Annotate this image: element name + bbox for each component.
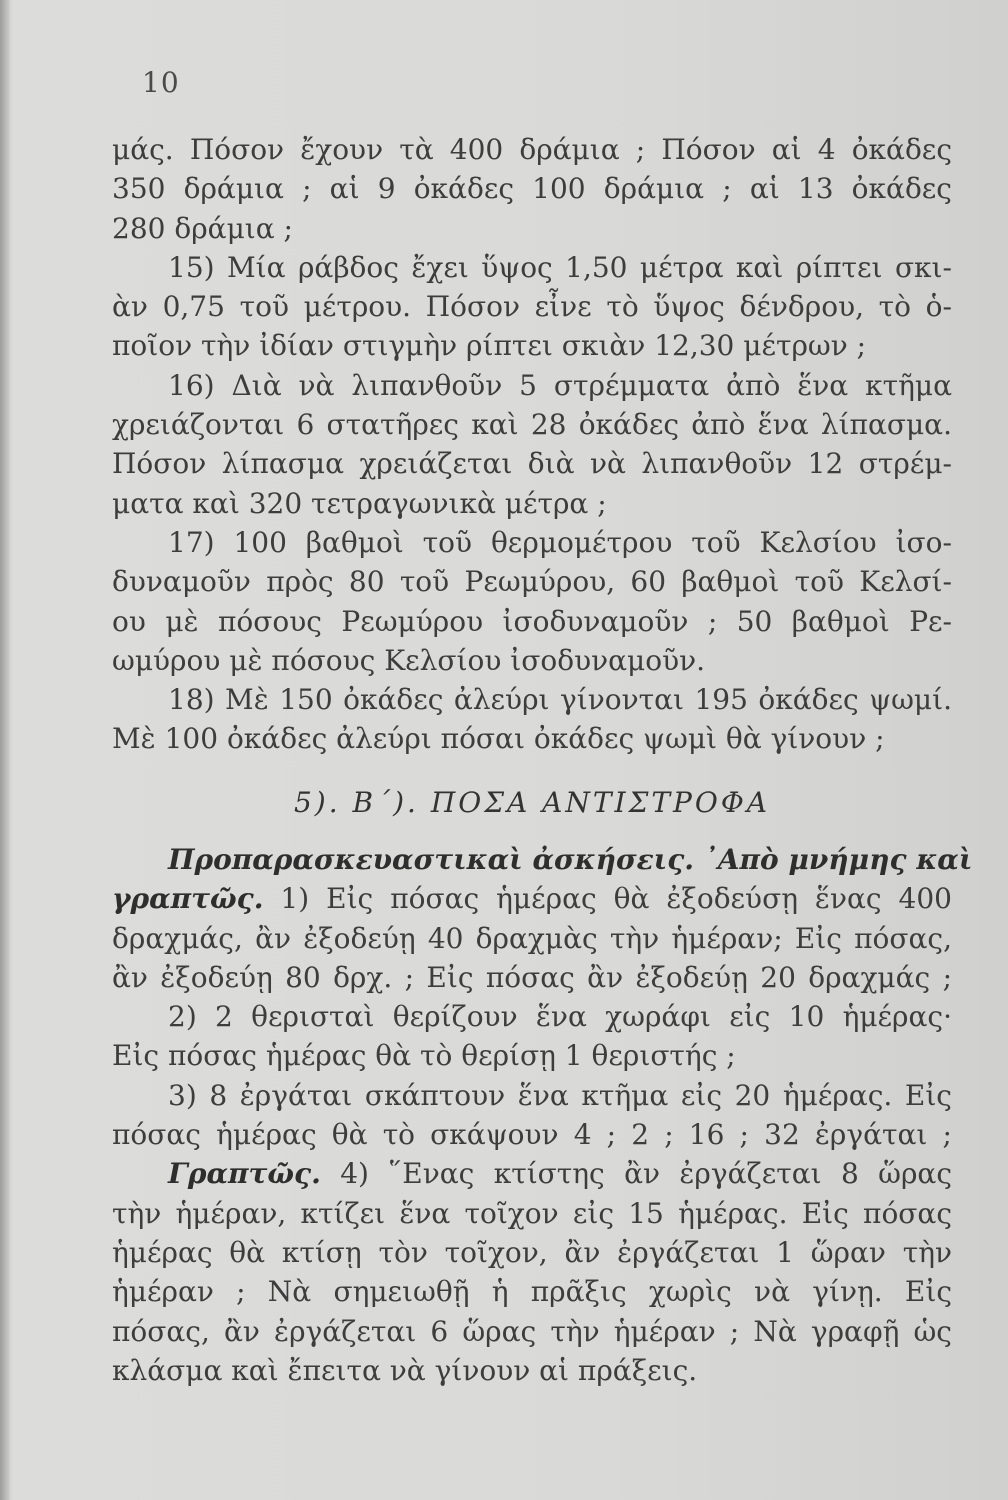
subheading-written-2: Γραπτῶς.: [168, 1157, 321, 1191]
paragraph-line: ἂν ἐξοδεύῃ 80 δρχ. ; Εἰς πόσας ἂν ἐξοδεύῃ 20 δραχμάς ;: [112, 960, 952, 994]
paragraph-line: ἡμέρας θὰ κτίσῃ τὸν τοῖχον, ἂν ἐργάζεται 1 ὥραν τὴν: [112, 1235, 952, 1269]
paragraph-text: 4) ῞Ενας κτίστης ἂν ἐργάζεται 8 ὥρας: [320, 1157, 952, 1191]
paragraph-line: κλάσμα καὶ ἔπειτα νὰ γίνουν αἱ πράξεις.: [112, 1353, 698, 1387]
paragraph-line: [112, 879, 952, 918]
paragraph-line: 3) 8 ἐργάται σκάπτουν ἕνα κτῆμα εἰς 20 ἡμέρας. Εἰς: [168, 1078, 952, 1112]
paragraph-line: Πόσον λίπασμα χρειάζεται διὰ νὰ λιπανθοῦν 12 στρέμ-: [112, 447, 952, 481]
paragraph-line: ματα καὶ 320 τετραγωνικὰ μέτρα ;: [112, 486, 607, 520]
paragraph-line: ὰν 0,75 τοῦ μέτρου. Πόσον εἶνε τὸ ὕψος δένδρου, τὸ ὁ-: [112, 290, 952, 324]
paragraph-line: ποῖον τὴν ἰδίαν στιγμὴν ρίπτει σκιὰν 12,30 μέτρων ;: [112, 329, 867, 363]
paragraph-line: δυναμοῦν πρὸς 80 τοῦ Ρεωμύρου, 60 βαθμοὶ τοῦ Κελσί-: [112, 565, 952, 599]
exercise-text-block: [112, 130, 952, 759]
paragraph-line: 280 δράμια ;: [112, 211, 293, 245]
paragraph-line: [112, 1154, 952, 1193]
paragraph-line: Μὲ 100 ὀκάδες ἀλεύρι πόσαι ὀκάδες ψωμὶ θὰ γίνουν ;: [112, 722, 885, 756]
paragraph-line: τὴν ἡμέραν, κτίζει ἕνα τοῖχον εἰς 15 ἡμέρας. Εἰς πόσας: [112, 1196, 952, 1230]
page-edge-shadow: [0, 0, 10, 1500]
paragraph-line: 2) 2 θερισταὶ θερίζουν ἕνα χωράφι εἰς 10 ἡμέρας·: [168, 1000, 952, 1034]
paragraph-line: πόσας ἡμέρας θὰ τὸ σκάψουν 4 ; 2 ; 16 ; 32 ἐργάται ;: [112, 1118, 952, 1152]
paragraph-line: 17) 100 βαθμοὶ τοῦ θερμομέτρου τοῦ Κελσίου ἰσο-: [168, 525, 952, 559]
subheading-preparatory: Προπαρασκευαστικαὶ ἀσκήσεις. ᾿Απὸ μνήμης καὶ: [168, 843, 973, 876]
page-number: 10: [142, 66, 180, 99]
paragraph-text: 1) Εἰς πόσας ἡμέρας θὰ ἐξοδεύσῃ ἕνας 400: [263, 882, 952, 916]
paragraph-line: Εἰς πόσας ἡμέρας θὰ τὸ θερίσῃ 1 θεριστής ;: [112, 1039, 736, 1073]
paragraph-line: 18) Μὲ 150 ὀκάδες ἀλεύρι γίνονται 195 ὀκάδες ψωμί.: [168, 683, 952, 717]
paragraph-line: πόσας, ἂν ἐργάζεται 6 ὥρας τὴν ἡμέραν ; Νὰ γραφῇ ὡς: [112, 1314, 952, 1348]
paragraph-line: 16) Διὰ νὰ λιπανθοῦν 5 στρέμματα ἀπὸ ἕνα κτῆμα: [168, 368, 952, 402]
paragraph-line: δραχμάς, ἂν ἐξοδεύῃ 40 δραχμὰς τὴν ἡμέραν; Εἰς πόσας,: [112, 921, 952, 955]
paragraph-line: μάς. Πόσον ἔχουν τὰ 400 δράμια ; Πόσον αἱ 4 ὀκάδες: [112, 133, 952, 166]
paragraph-line: ου μὲ πόσους Ρεωμύρου ἰσοδυναμοῦν ; 50 βαθμοὶ Ρε-: [112, 604, 952, 638]
paragraph-line: 350 δράμια ; αἱ 9 ὀκάδες 100 δράμια ; αἱ 13 ὀκάδες: [112, 172, 952, 206]
paragraph-line: χρειάζονται 6 στατῆρες καὶ 28 ὀκάδες ἀπὸ ἕνα λίπασμα.: [112, 408, 952, 442]
paragraph-line: [112, 840, 973, 879]
paragraph-line: ἡμέραν ; Νὰ σημειωθῇ ἡ πρᾶξις χωρὶς νὰ γίνῃ. Εἰς: [112, 1275, 952, 1309]
subheading-written: γραπτῶς.: [112, 882, 264, 916]
section-heading: 5). Β΄). ΠΟΣΑ ΑΝΤΙΣΤΡΟΦΑ: [293, 786, 771, 819]
paragraph-line: 15) Μία ράβδος ἔχει ὕψος 1,50 μέτρα καὶ ρίπτει σκι-: [168, 250, 952, 284]
section-inverse-proportions: [112, 840, 973, 1390]
paragraph-line: ωμύρου μὲ πόσους Κελσίου ἰσοδυναμοῦν.: [112, 643, 706, 677]
